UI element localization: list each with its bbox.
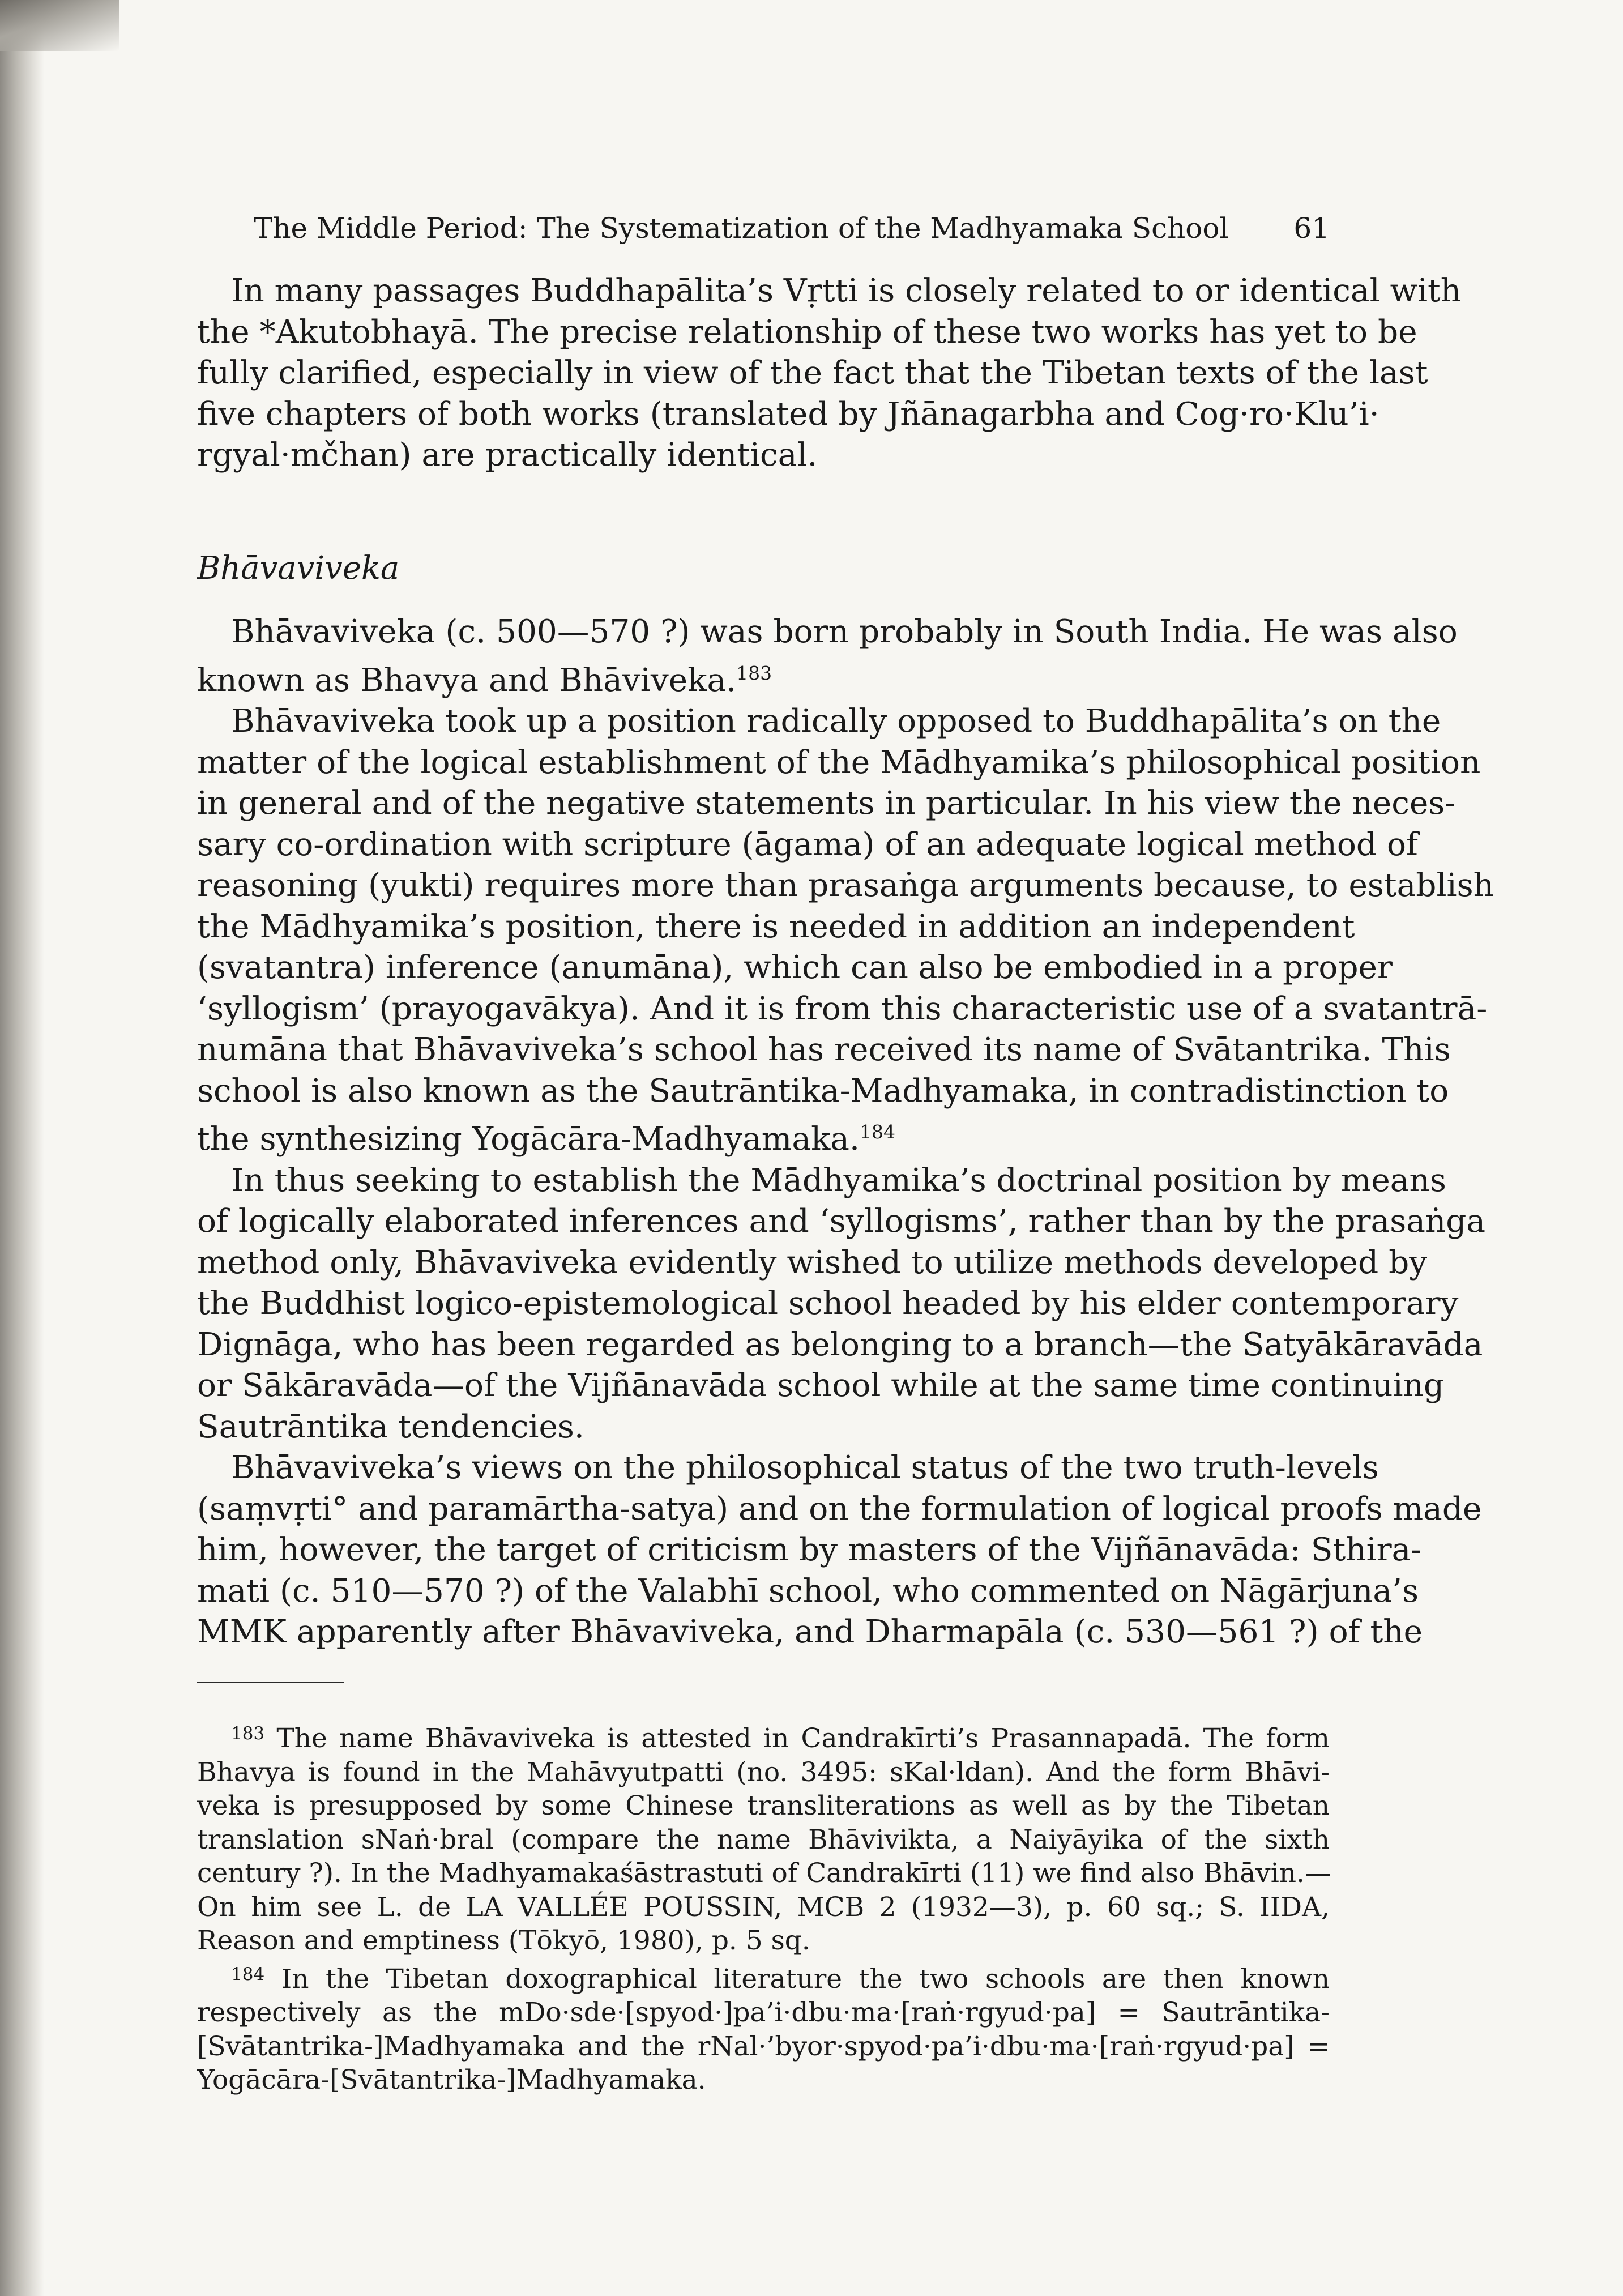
text-line: respectively as the mDo·sde·[spyod·]pa’i·dbu·ma·[raṅ·rgyud·pa] = Sautrāntika- [197, 1997, 1330, 2028]
text-line: Bhavya is found in the Mahāvyutpatti (no. 3495: sKal·ldan). And the form Bhāvi- [197, 1756, 1330, 1788]
text-line: rgyal·mčhan) are practically identical. [197, 437, 818, 473]
text-line: the Mādhyamika’s position, there is needed in addition an independent [197, 908, 1355, 945]
text-line: Sautrāntika tendencies. [197, 1408, 584, 1445]
text-line: or Sākāravāda—of the Vijñānavāda school while at the same time continuing [197, 1367, 1445, 1404]
intro-paragraph [197, 271, 1462, 476]
footnote-ref-184[interactable]: 184 [859, 1121, 895, 1143]
footnotes [197, 1717, 1330, 2097]
running-header-title: The Middle Period: The Systematization of the Madhyamaka School [254, 212, 1229, 245]
text-line-content: known as Bhavya and Bhāviveka. [197, 662, 737, 699]
text-line: Yogācāra-[Svātantrika-]Madhyamaka. [197, 2064, 706, 2096]
page-number: 61 [1293, 212, 1330, 245]
text-line: Bhāvaviveka’s views on the philosophical status of the two truth-levels [231, 1449, 1379, 1486]
text-line: school is also known as the Sautrāntika-Madhyamaka, in contradistinction to [197, 1072, 1449, 1109]
text-line: century ?). In the Madhyamakaśāstrastuti of Candrakīrti (11) we find also Bhāvin.— [197, 1858, 1331, 1889]
text-line: In many passages Buddhapālita’s Vṛtti is closely related to or identical with [231, 272, 1462, 309]
text-line: in general and of the negative statements in particular. In his view the neces- [197, 785, 1456, 822]
page-edge-shadow [0, 0, 44, 2296]
text-line-content: The name Bhāvaviveka is attested in Candrakīrti’s Prasannapadā. The form [276, 1723, 1330, 1754]
text-line: of logically elaborated inferences and ‘syllogisms’, rather than by the prasaṅga [197, 1203, 1486, 1240]
text-line: matter of the logical establishment of the Mādhyamika’s philosophical position [197, 744, 1481, 781]
text-line: method only, Bhāvaviveka evidently wished to utilize methods developed by [197, 1244, 1428, 1281]
text-line: Reason and emptiness (Tōkyō, 1980), p. 5 sq. [197, 1925, 810, 1956]
footnote-number: 183 [231, 1723, 265, 1744]
text-line [197, 1958, 1330, 1996]
text-line: the *Akutobhayā. The precise relationship of these two works has yet to be [197, 313, 1417, 351]
text-line: MMK apparently after Bhāvaviveka, and Dharmapāla (c. 530—561 ?) of the [197, 1614, 1423, 1650]
paragraph [197, 701, 1494, 1160]
text-line: fully clarified, especially in view of the fact that the Tibetan texts of the last [197, 355, 1428, 391]
text-line [197, 653, 1330, 702]
text-line: Bhāvaviveka (c. 500—570 ?) was born probably in South India. He was also [231, 613, 1458, 650]
paragraph [197, 612, 1458, 701]
text-line: Bhāvaviveka took up a position radically opposed to Buddhapālita’s on the [231, 703, 1441, 740]
text-line: In thus seeking to establish the Mādhyamika’s doctrinal position by means [231, 1162, 1446, 1199]
footnote-rule [197, 1682, 344, 1683]
text-line: (svatantra) inference (anumāna), which can also be embodied in a proper [197, 949, 1393, 986]
text-line-content: the synthesizing Yogācāra-Madhyamaka. [197, 1121, 860, 1158]
text-line: [Svātantrika-]Madhyamaka and the rNal·’byor·spyod·pa’i·dbu·ma·[raṅ·rgyud·pa] = [197, 2030, 1330, 2062]
footnote-184 [197, 1958, 1330, 2097]
body-text [197, 612, 1494, 1653]
text-line-content: In the Tibetan doxographical literature the two schools are then known [281, 1963, 1330, 1995]
text-line: On him see L. de LA VALLÉE POUSSIN, MCB 2 (1932—3), p. 60 sq.; S. IIDA, [197, 1891, 1330, 1923]
running-header [254, 208, 1330, 248]
section-heading: Bhāvaviveka [197, 550, 400, 587]
text-line: five chapters of both works (translated by Jñānagarbha and Cog·ro·Klu’i· [197, 395, 1379, 433]
text-line: veka is presupposed by some Chinese transliterations as well as by the Tibetan [197, 1790, 1330, 1821]
paragraph [197, 1160, 1486, 1448]
footnote-ref-183[interactable]: 183 [736, 662, 772, 684]
text-line: sary co-ordination with scripture (āgama) of an adequate logical method of [197, 826, 1418, 863]
text-line: ‘syllogism’ (prayogavākya). And it is from this characteristic use of a svatantrā- [197, 990, 1488, 1027]
text-line [197, 1112, 1330, 1160]
text-line [197, 1717, 1330, 1756]
text-line: translation sNaṅ·bral (compare the name Bhāvivikta, a Naiyāyika of the sixth [197, 1824, 1330, 1855]
text-line: reasoning (yukti) requires more than prasaṅga arguments because, to establish [197, 867, 1494, 904]
footnote-183 [197, 1717, 1330, 1958]
paragraph [197, 1448, 1482, 1653]
text-line: (saṃvṛti° and paramārtha-satya) and on the formulation of logical proofs made [197, 1490, 1482, 1527]
page-corner-shadow [0, 0, 119, 51]
text-line: Dignāga, who has been regarded as belonging to a branch—the Satyākāravāda [197, 1326, 1483, 1363]
text-line: numāna that Bhāvaviveka’s school has received its name of Svātantrika. This [197, 1031, 1451, 1068]
text-line: him, however, the target of criticism by masters of the Vijñānavāda: Sthira- [197, 1531, 1422, 1568]
text-line: mati (c. 510—570 ?) of the Valabhī school, who commented on Nāgārjuna’s [197, 1572, 1419, 1610]
footnote-number: 184 [231, 1964, 265, 1985]
paragraph [197, 271, 1462, 476]
text-line: the Buddhist logico-epistemological school headed by his elder contemporary [197, 1285, 1459, 1322]
